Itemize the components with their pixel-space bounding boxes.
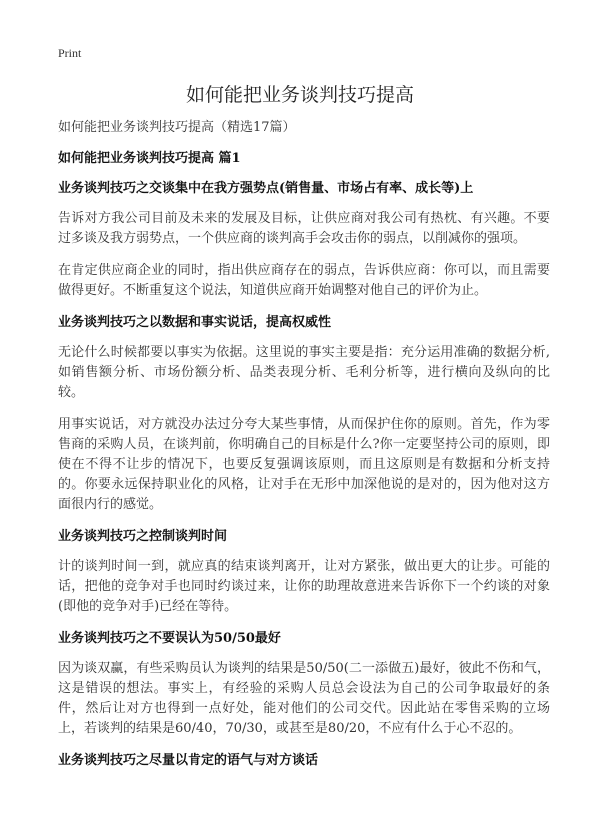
document-title: 如何能把业务谈判技巧提高 bbox=[185, 84, 414, 106]
paragraph: 在肯定供应商企业的同时，指出供应商存在的弱点，告诉供应商：你可以，而且需要做得更好。不断重复这个说法，知道供应商开始调整对他自己的评价为止。 bbox=[58, 263, 550, 298]
section-heading-facts: 业务谈判技巧之以数据和事实说话，提高权威性 bbox=[58, 315, 332, 330]
paragraph: 用事实说话，对方就没办法过分夸大某些事情，从而保护住你的原则。首先，作为零售商的采购人员，在谈判前，你明确自己的目标是什么?你一定要坚持公司的原则，即使在不得不让步的情况下，也要反复强调该原则，而且这原则是有数据和分析支持的。你要永远保持职业化的风格，让对手在无形中加深他说的是对的，因为他对这方面很内行的感觉。 bbox=[58, 417, 550, 512]
section-heading-strengths: 业务谈判技巧之交谈集中在我方强势点(销售量、市场占有率、成长等)上 bbox=[58, 181, 474, 196]
section-heading-tone: 业务谈判技巧之尽量以肯定的语气与对方谈话 bbox=[58, 753, 319, 768]
paragraph: 计的谈判时间一到，就应真的结束谈判离开，让对方紧张，做出更大的让步。可能的话，把他的竞争对手也同时约谈过来，让你的助理故意进来告诉你下一个约谈的对象(即他的竞争对手)已经在等待。 bbox=[58, 559, 550, 614]
paragraph: 无论什么时候都要以事实为依据。这里说的事实主要是指：充分运用准确的数据分析,如销售额分析、市场份额分析、品类表现分析、毛利分析等，进行横向及纵向的比较。 bbox=[58, 345, 550, 400]
print-label: Print bbox=[58, 46, 82, 60]
document-subtitle: 如何能把业务谈判技巧提高（精选17篇） bbox=[58, 120, 296, 135]
section-heading-ratio: 业务谈判技巧之不要误认为50/50最好 bbox=[58, 631, 281, 646]
document-body bbox=[58, 118, 550, 781]
part-heading: 如何能把业务谈判技巧提高 篇1 bbox=[58, 151, 241, 166]
section-heading-time: 业务谈判技巧之控制谈判时间 bbox=[58, 529, 228, 544]
paragraph: 因为谈双赢，有些采购员认为谈判的结果是50/50(二一添做五)最好，彼此不伤和气，这是错误的想法。事实上，有经验的采购人员总会设法为自己的公司争取最好的条件，然后让对方也得到一点好处，能对他们的公司交代。因此站在零售采购的立场上，若谈判的结果是60/40，70/30，或甚至是80/20，不应有什么于心不忍的。 bbox=[58, 661, 550, 736]
paragraph: 告诉对方我公司目前及未来的发展及目标，让供应商对我公司有热枕、有兴趣。不要过多谈及我方弱势点，一个供应商的谈判高手会攻击你的弱点，以削减你的强项。 bbox=[58, 211, 550, 246]
